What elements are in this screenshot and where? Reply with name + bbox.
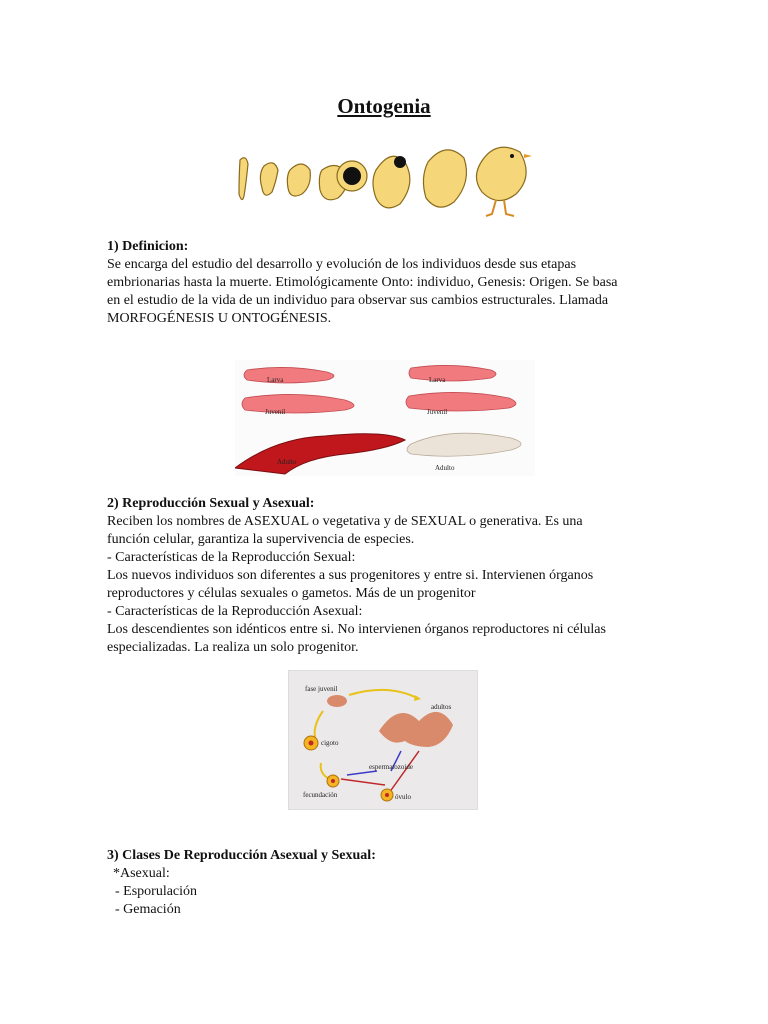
- section-clases: [107, 847, 667, 919]
- subheading: *Asexual:: [113, 866, 170, 881]
- axolotl-metamorphosis-image: [235, 360, 535, 476]
- paragraph-line: embrionarias hasta la muerte. Etimológicamente Onto: individuo, Genesis: Origen. Se basa: [107, 275, 618, 290]
- paragraph-line: especializadas. La realiza un solo progenitor.: [107, 640, 359, 655]
- figure-label: Larva: [267, 376, 284, 384]
- figure-label: óvulo: [395, 793, 411, 801]
- section-heading: 2) Reproducción Sexual y Asexual:: [107, 496, 315, 511]
- paragraph-line: Se encarga del estudio del desarrollo y evolución de los individuos desde sus etapas: [107, 257, 577, 272]
- paragraph-line: - Características de la Reproducción Asexual:: [107, 604, 363, 619]
- figure-label: fase juvenil: [305, 685, 338, 693]
- list-item: - Esporulación: [115, 884, 198, 899]
- page-title: Ontogenia: [337, 94, 431, 118]
- list-item: - Gemación: [115, 902, 181, 917]
- section-heading: 1) Definicion:: [107, 239, 189, 254]
- paragraph-line: reproductores y células sexuales o gametos. Más de un progenitor: [107, 586, 476, 601]
- figure-label: Larva: [429, 376, 446, 384]
- figure-label: espermatozoide: [369, 763, 413, 771]
- figure-label: Adulto: [435, 464, 455, 472]
- figure-label: cigoto: [321, 739, 339, 747]
- embryo-development-image: [228, 140, 538, 222]
- life-cycle-image: [288, 670, 478, 810]
- section-heading: 3) Clases De Reproducción Asexual y Sexual:: [107, 848, 376, 863]
- paragraph-line: Los nuevos individuos son diferentes a sus progenitores y entre si. Intervienen órganos: [107, 568, 594, 583]
- paragraph-line: Reciben los nombres de ASEXUAL o vegetativa y de SEXUAL o generativa. Es una: [107, 514, 583, 529]
- figure-label: Juvenil: [265, 408, 286, 416]
- figure-label: Adulto: [277, 458, 297, 466]
- paragraph-line: en el estudio de la vida de un individuo para observar sus cambios estructurales. Llamada: [107, 293, 609, 308]
- paragraph-line: - Características de la Reproducción Sexual:: [107, 550, 356, 565]
- section-reproduccion: [107, 495, 667, 657]
- section-definicion: [107, 238, 667, 328]
- figure-label: Juvenil: [427, 408, 448, 416]
- paragraph-line: función celular, garantiza la supervivencia de especies.: [107, 532, 415, 547]
- figure-label: fecundación: [303, 791, 338, 799]
- paragraph-line: Los descendientes son idénticos entre si. No intervienen órganos reproductores ni células: [107, 622, 606, 637]
- figure-label: adultos: [431, 703, 452, 711]
- paragraph-line: MORFOGÉNESIS U ONTOGÉNESIS.: [107, 311, 332, 326]
